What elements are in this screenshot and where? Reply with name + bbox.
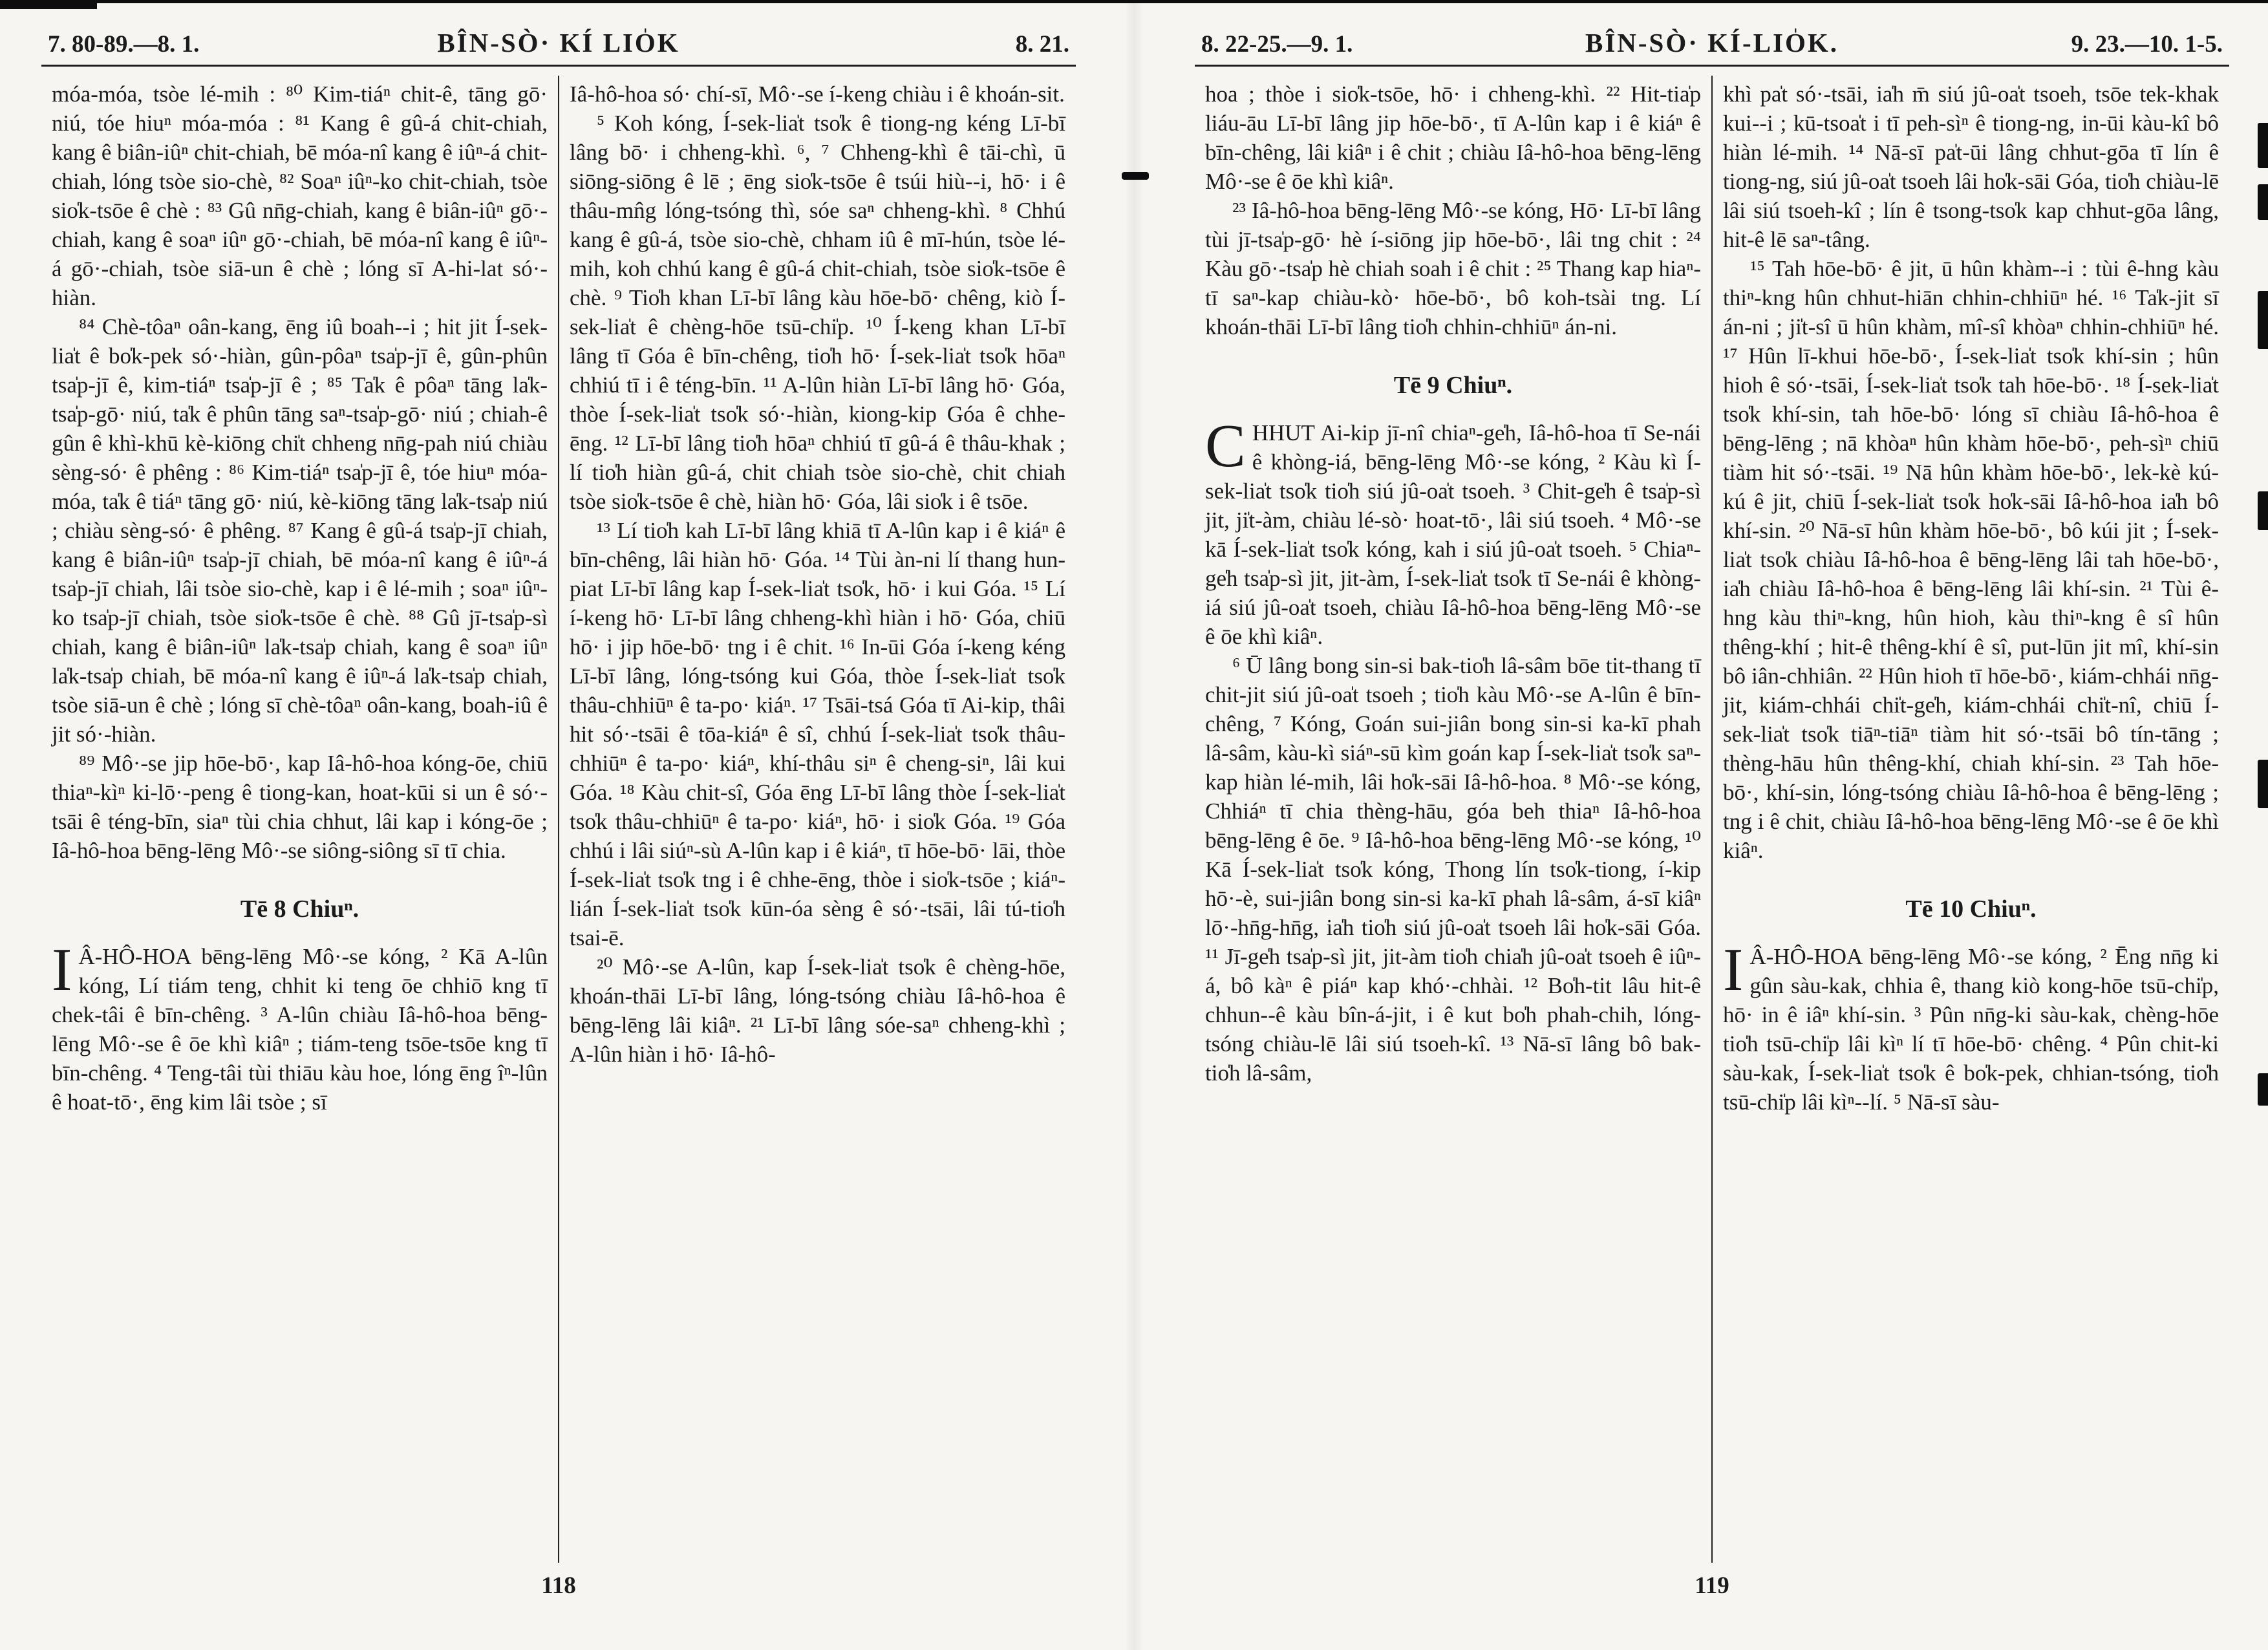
dropcap-letter: C	[1205, 412, 1246, 480]
running-header	[1195, 23, 2229, 58]
header-reference-left: 8. 22-25.—9. 1.	[1201, 31, 1353, 58]
header-rule	[1195, 65, 2229, 67]
paragraph: Iâ-hô-hoa só· chí-sī, Mô·-se í-keng chiàu i ê khoán-sit.	[570, 81, 1065, 107]
scan-artifact-edge-mark	[2258, 1073, 2268, 1106]
page-number: 118	[541, 1572, 576, 1599]
paragraph: I Â-HÔ-HOA bēng-lēng Mô·-se kóng, ² Ēng nn̄g ki gûn sàu-kak, chhia ê, thang kiò kong-hōe tsū-chi̍p, hō· in ê iâⁿ khí-sin. ³ Pûn nn̄g-ki sàu-kak, chèng-hōe tio̍h tsū-chi̍p lâi kìⁿ lí tī hōe-bō· chêng. ⁴ Pûn chit-ki sàu-kak, Í-sek-lia̍t tso̍k ê bo̍k-pek, chhian-tsóng, tio̍h tsū-chi̍p lâi kìⁿ--lí. ⁵ Nā-sī sàu-	[1723, 936, 2219, 1115]
section-heading: Tē 9 Chiuⁿ.	[1393, 372, 1513, 399]
paragraph: móa-móa, tsòe lé-mih : ⁸⁰ Kim-tiáⁿ chit-ê, tāng gō· niú, tóe hiuⁿ móa-móa : ⁸¹ Kang ê gû-á chit-chiah, kang ê biân-iûⁿ chit-chiah, bē móa-nî kang ê iûⁿ-á chit-chiah, lóng tsòe sio-chè, ⁸² Soaⁿ iûⁿ-ko chit-chiah, tsòe sio̍k-tsōe ê chè : ⁸³ Gû nn̄g-chiah, kang ê biân-iûⁿ gō·-chiah, kang ê soaⁿ iûⁿ gō·-chiah, bē móa-nî kang ê iûⁿ-á gō·-chiah, tsòe siā-un ê chè ; lóng sī A-hi-lat só·-hiàn.	[52, 81, 548, 310]
header-reference-right: 8. 21.	[1015, 31, 1069, 58]
paragraph: ⁶ Ū lâng bong sin-si bak-tio̍h lâ-sâm bōe tit-thang tī chit-jit siú jû-oa̍t tsoeh ; tio̍h kàu Mô·-se A-lûn ê bīn-chêng, ⁷ Kóng, Goán sui-jiân bong sin-si ka-kī phah lâ-sâm, kàu-kì siáⁿ-sū kìm goán kap Í-sek-lia̍t tso̍k saⁿ-kap hiàn lé-mih, lâi ho̍k-sāi Iâ-hô-hoa. ⁸ Mô·-se kóng, Chhiáⁿ tī chia thèng-hāu, góa beh thiaⁿ Iâ-hô-hoa bēng-lēng ê ōe. ⁹ Iâ-hô-hoa bēng-lēng Mô·-se kóng, ¹⁰ Kā Í-sek-lia̍t tso̍k kóng, Thong lín tso̍k-tiong, í-kip hō·-è, sui-jiân bong sin-si ka-kī phah lâ-sâm, á-sī kiâⁿ lō·-hn̄g-hn̄g, ia̍h tio̍h siú jû-oa̍t tsoeh lâi ho̍k-sāi Góa. ¹¹ Jī-ge̍h tsa̍p-sì jit, jit-àm tio̍h chia̍h jû-oa̍t tsoeh ê iûⁿ-á, bô kàⁿ ê piáⁿ kap khó·-chhài. ¹² Bo̍h-tit lâu hit-ê chhun--ê kàu bîn-á-jit, i ê kut bo̍h phah-chih, lóng-tsóng chiàu-lē lâi siú tsoeh-kî. ¹³ Nā-sī lâng bô bak-tio̍h lâ-sâm,	[1205, 653, 1701, 1086]
scan-artifact-top-corner	[0, 0, 97, 9]
scan-artifact-edge-mark	[2258, 291, 2268, 349]
paragraph: ¹³ Lí tio̍h kah Lī-bī lâng khiā tī A-lûn kap i ê kiáⁿ ê bīn-chêng, lâi hiàn hō· Góa. ¹⁴ Tùi àn-ni lí thang hun-piat Lī-bī lâng kap Í-sek-lia̍t tso̍k, hō· i kui Góa. ¹⁵ Lí í-keng hō· Lī-bī lâng chheng-khì hiàn i hō· Góa, chiū hō· i jip hōe-bō· tng i ê chit. ¹⁶ In-ūi Góa í-keng kéng Lī-bī lâng, lóng-tsóng kui Góa, thòe Í-sek-lia̍t tso̍k thâu-chhiūⁿ ê ta-po· kiáⁿ. ¹⁷ Tsāi-tsá Góa tī Ai-kip, thâi hit só·-tsāi ê tōa-kiáⁿ ê sî, chhú Í-sek-lia̍t tso̍k thâu-chhiūⁿ ê ta-po· kiáⁿ, khí-thâu siⁿ ê cheng-siⁿ, lâi kui Góa. ¹⁸ Kàu chit-sî, Góa ēng Lī-bī lâng thòe Í-sek-lia̍t tso̍k thâu-chhiūⁿ ê ta-po· kiáⁿ, hō· i sio̍k Góa. ¹⁹ Góa chhú i lâi siúⁿ-sù A-lûn kap i ê kiáⁿ, tī hōe-bō· lāi, thòe Í-sek-lia̍t tso̍k tng i ê chhe-ēng, thòe i sio̍k-tsōe ; kiáⁿ-lián Í-sek-lia̍t tso̍k kūn-óa sèng ê só·-tsāi, lâi tú-tio̍h tsai-ē.	[570, 518, 1065, 950]
text-column	[1713, 76, 2229, 1563]
running-header	[41, 23, 1076, 58]
section-heading: Tē 10 Chiuⁿ.	[1905, 895, 2037, 923]
right-page	[1195, 23, 2229, 1627]
paragraph: khì pa̍t só·-tsāi, ia̍h m̄ siú jû-oa̍t tsoeh, tsōe tek-khak kui--i ; kū-tsoa̍t i tī peh-sìⁿ ê tiong-ng, in-ūi kàu-kî bô hiàn lé-mih. ¹⁴ Nā-sī pa̍t-ūi lâng chhut-gōa tī lín ê tiong-ng, siú jû-oa̍t tsoeh lâi ho̍k-sāi Góa, tio̍h chiàu-lē lâi siú tsoeh-kî ; lín ê tsong-tso̍k kap chhut-gōa lâng, hit-ê lē saⁿ-tâng.	[1723, 81, 2219, 252]
left-page	[41, 23, 1076, 1627]
paragraph: I Â-HÔ-HOA bēng-lēng Mô·-se kóng, ² Kā A-lûn kóng, Lí tiám teng, chhit ki teng ōe chhiō kng tī chek-tâi ê bīn-chêng. ³ A-lûn chiàu Iâ-hô-hoa bēng-lēng Mô·-se ê ōe khì kiâⁿ ; tiám-teng tsōe-tsōe kng tī bīn-chêng. ⁴ Teng-tâi tùi thiāu kàu hoe, lóng ēng îⁿ-lûn ê hoat-tō·, ēng kim lâi tsòe ; sī	[52, 936, 548, 1115]
text-column	[41, 76, 558, 1563]
header-book-title: BÎN-SÒ· KÍ LIO̍K	[437, 28, 680, 58]
dropcap-letter: I	[1723, 936, 1744, 1003]
paragraph: hoa ; thòe i sio̍k-tsōe, hō· i chheng-khì. ²² Hit-tia̍p liáu-āu Lī-bī lâng jip hōe-bō·, tī A-lûn kap i ê kiáⁿ ê bīn-chêng, lâi kiâⁿ i ê chit ; chiàu Iâ-hô-hoa bēng-lēng Mô·-se ê ōe khì kiâⁿ.	[1205, 81, 1701, 194]
page-gutter-shadow	[1125, 0, 1143, 1650]
section-heading: Tē 8 Chiuⁿ.	[240, 895, 359, 923]
text-column	[559, 76, 1076, 1563]
paragraph: ²³ Iâ-hô-hoa bēng-lēng Mô·-se kóng, Hō· Lī-bī lâng tùi jī-tsa̍p-gō· hè í-siōng jip hōe-bō·, lâi tng chit : ²⁴ Kàu gō·-tsa̍p hè chiah soah i ê chit : ²⁵ Thang kap hiaⁿ-tī saⁿ-kap chiàu-kò· hōe-bō·, bô koh-tsài tng. Lí khoán-thāi Lī-bī lâng tio̍h chhin-chhiūⁿ án-ni.	[1205, 198, 1701, 339]
header-book-title: BÎN-SÒ· KÍ-LIO̍K.	[1585, 28, 1839, 58]
text-columns	[41, 76, 1076, 1563]
dropcap-letter: I	[52, 936, 72, 1003]
scan-artifact-gutter-mark	[1122, 172, 1149, 180]
scan-artifact-edge-mark	[2258, 760, 2268, 808]
scan-artifact-edge-mark	[2258, 184, 2268, 220]
paragraph: CHHUT Ai-kip jī-nî chiaⁿ-ge̍h, Iâ-hô-hoa tī Se-nái ê khòng-iá, bēng-lēng Mô·-se kóng, ² Kàu kì Í-sek-lia̍t tso̍k tio̍h siú jû-oa̍t tsoeh. ³ Chit-ge̍h ê tsa̍p-sì jit, ji̍t-àm, chiàu lé-sò· hoat-tō·, lâi siú tsoeh. ⁴ Mô·-se kā Í-sek-lia̍t tso̍k kóng, kah i siú jû-oa̍t tsoeh. ⁵ Chiaⁿ-ge̍h tsa̍p-sì jit, jit-àm, Í-sek-lia̍t tso̍k tī Se-nái ê khòng-iá siú jû-oa̍t tsoeh, chiàu Iâ-hô-hoa bēng-lēng Mô·-se ê ōe khì kiâⁿ.	[1205, 412, 1701, 649]
text-column	[1195, 76, 1711, 1563]
header-reference-left: 7. 80-89.—8. 1.	[48, 31, 200, 58]
header-reference-right: 9. 23.—10. 1-5.	[2071, 31, 2223, 58]
paragraph: ⁸⁴ Chè-tôaⁿ oân-kang, ēng iû boah--i ; hit jit Í-sek-lia̍t ê bo̍k-pek só·-hiàn, gûn-pôaⁿ tsa̍p-jī ê, gûn-phûn tsa̍p-jī ê, kim-tiáⁿ tsa̍p-jī ê ; ⁸⁵ Ta̍k ê pôaⁿ tāng la̍k-tsa̍p-gō· niú, ta̍k ê phûn tāng saⁿ-tsa̍p-gō· niú ; chiah-ê gûn ê khì-khū kè-kiōng chi̍t chheng nn̄g-pah niú chiàu sèng-só· ê phêng : ⁸⁶ Kim-tiáⁿ tsa̍p-jī ê, tóe hiuⁿ móa-móa, ta̍k ê tiáⁿ tāng gō· niú, kè-kiōng tāng la̍k-tsa̍p niú ; chiàu sèng-só· ê phêng. ⁸⁷ Kang ê gû-á tsa̍p-jī chiah, kang ê biân-iûⁿ tsa̍p-jī chiah, bē móa-nî kang ê iûⁿ-á tsa̍p-jī chiah, lâi tsòe sio-chè, kap i ê lé-mih ; soaⁿ iûⁿ-ko tsa̍p-jī chiah, tsòe sio̍k-tsōe ê chè. ⁸⁸ Gû jī-tsa̍p-sì chiah, kang ê biân-iûⁿ la̍k-tsa̍p chiah, kang ê soaⁿ iûⁿ la̍k-tsa̍p chiah, bē móa-nî kang ê iûⁿ-á la̍k-tsa̍p chiah, tsòe siā-un ê chè ; lóng sī chè-tôaⁿ oân-kang, boah-iû ê jit só·-hiàn.	[52, 314, 548, 747]
paragraph: ¹⁵ Tah hōe-bō· ê jit, ū hûn khàm--i : tùi ê-hng kàu thiⁿ-kng hûn chhut-hiān chhin-chhiūⁿ hé. ¹⁶ Ta̍k-jit sī án-ni ; ji̍t-sî ū hûn khàm, mî-sî khòaⁿ chhin-chhiūⁿ hé. ¹⁷ Hûn lī-khui hōe-bō·, Í-sek-lia̍t tso̍k khí-sin ; hûn hioh ê só·-tsāi, Í-sek-lia̍t tso̍k tah hōe-bō·. ¹⁸ Í-sek-lia̍t tso̍k khí-sin, tah hōe-bō· lóng sī chiàu Iâ-hô-hoa ê bēng-lēng ; nā khòaⁿ hûn khàm hōe-bō·, peh-sìⁿ chiū tiàm hit só·-tsāi. ¹⁹ Nā hûn khàm hōe-bō·, lek-kè kú-kú ê jit, chiū Í-sek-lia̍t tso̍k ho̍k-sāi Iâ-hô-hoa ia̍h bô khí-sin. ²⁰ Nā-sī hûn khàm hōe-bō·, bô kúi jit ; Í-sek-lia̍t tso̍k chiàu Iâ-hô-hoa ê bēng-lēng lâi tah hōe-bō·, ia̍h chiàu Iâ-hô-hoa ê bēng-lēng lâi khí-sin. ²¹ Tùi ê-hng kàu thiⁿ-kng, hûn hioh, kàu thiⁿ-kng ê sî hûn thêng-khí ; hit-ê thêng-khí ê sî, put-lūn jit mî, khí-sin bô iân-chhiân. ²² Hûn hioh tī hōe-bō·, kiám-chhái nn̄g-jit, kiám-chhái chi̍t-ge̍h, kiám-chhái chi̍t-nî, chiū Í-sek-lia̍t tso̍k tiāⁿ-tiāⁿ tiàm hit só·-tsāi bô tín-tāng ; thèng-hāu hûn thêng-khí, chiah khí-sin. ²³ Tah hōe-bō·, khí-sin, lóng-tsóng chiàu Iâ-hô-hoa ê bēng-lēng ; tng i ê chit, chiàu Iâ-hô-hoa bēng-lēng Mô·-se ê ōe khì kiâⁿ.	[1723, 256, 2219, 863]
paragraph: ⁵ Koh kóng, Í-sek-lia̍t tso̍k ê tiong-ng kéng Lī-bī lâng bō· i chheng-khì. ⁶, ⁷ Chheng-khì ê tāi-chì, ū siōng-siōng ê lē ; ēng sio̍k-tsōe ê tsúi hiù--i, hō· i ê thâu-mn̂g lóng-tsóng thì, sóe saⁿ chheng-khì. ⁸ Chhú kang ê gû-á, tsòe sio-chè, chham iû ê mī-hún, tsòe lé-mih, koh chhú kang ê gû-á chit-chiah, tsòe sio̍k-tsōe ê chè. ⁹ Tio̍h khan Lī-bī lâng kàu hōe-bō· chêng, kiò Í-sek-lia̍t ê chèng-hōe tsū-chi̍p. ¹⁰ Í-keng khan Lī-bī lâng tī Góa ê bīn-chêng, tio̍h hō· Í-sek-lia̍t tso̍k hōaⁿ chhiú tī i ê téng-bīn. ¹¹ A-lûn hiàn Lī-bī lâng hō· Góa, thòe Í-sek-lia̍t tso̍k só·-hiàn, kiong-kip Góa ê chhe-ēng. ¹² Lī-bī lâng tio̍h hōaⁿ chhiú tī gû-á ê thâu-khak ; lí tio̍h hiàn gû-á, chit chiah tsòe sio-chè, chit chiah tsòe sio̍k-tsōe ê chè, hiàn hō· Góa, lâi sio̍k i ê tsōe.	[570, 111, 1065, 514]
page-number: 119	[1695, 1572, 1729, 1599]
scan-artifact-edge-mark	[2258, 491, 2268, 530]
paragraph: ²⁰ Mô·-se A-lûn, kap Í-sek-lia̍t tso̍k ê chèng-hōe, khoán-thāi Lī-bī lâng, lóng-tsóng chiàu Iâ-hô-hoa ê bēng-lēng lâi kiâⁿ. ²¹ Lī-bī lâng sóe-saⁿ chheng-khì ; A-lûn hiàn i hō· Iâ-hô-	[570, 954, 1065, 1067]
paragraph: ⁸⁹ Mô·-se jip hōe-bō·, kap Iâ-hô-hoa kóng-ōe, chiū thiaⁿ-kìⁿ ki-lō·-peng ê tiong-kan, hoat-kūi si un ê só·-tsāi ê téng-bīn, siaⁿ tùi chia chhut, lâi kap i kóng-ōe ; Iâ-hô-hoa bēng-lēng Mô·-se siông-siông sī tī chia.	[52, 751, 548, 863]
scan-artifact-edge-mark	[2258, 123, 2268, 168]
text-columns	[1195, 76, 2229, 1563]
header-rule	[41, 65, 1076, 67]
